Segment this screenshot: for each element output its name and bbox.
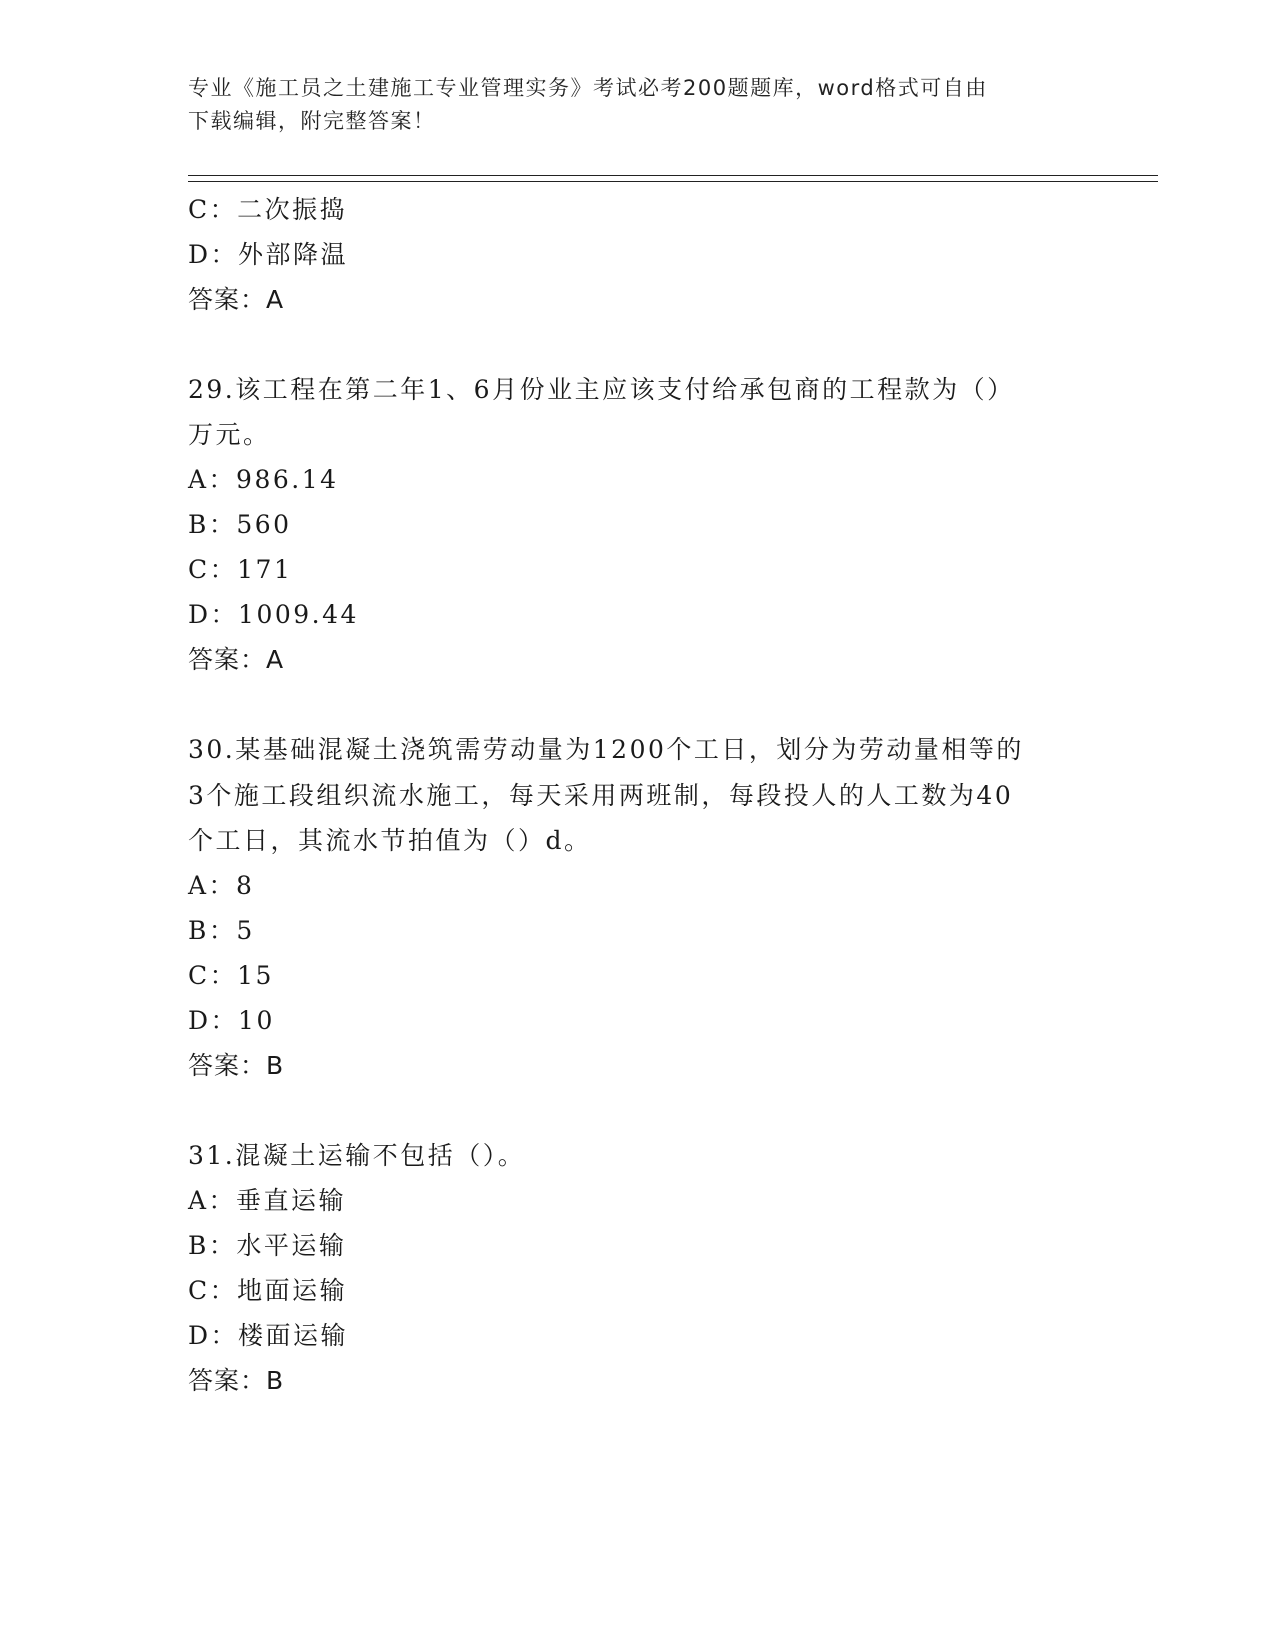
- q29-option-b: B：560: [188, 510, 292, 539]
- q30-option-d: D：10: [188, 1006, 275, 1035]
- header-line-2: 下载编辑，附完整答案！: [188, 109, 436, 133]
- q30-answer: 答案：B: [188, 1051, 285, 1080]
- q31-option-d: D：楼面运输: [188, 1321, 349, 1350]
- q30-stem-line-1: 30.某基础混凝土浇筑需劳动量为1200个工日，划分为劳动量相等的: [188, 735, 1024, 764]
- q31-option-a: A：垂直运输: [188, 1186, 347, 1215]
- q31-option-b: B：水平运输: [188, 1231, 347, 1260]
- header-divider-top: [188, 175, 1158, 176]
- q28-option-d: D：外部降温: [188, 240, 349, 269]
- q30-stem-line-3: 个工日，其流水节拍值为（）d。: [188, 826, 592, 855]
- q29-stem-line-2: 万元。: [188, 420, 271, 449]
- q30-option-c: C：15: [188, 961, 274, 990]
- q29-stem-line-1: 29.该工程在第二年1、6月份业主应该支付给承包商的工程款为（）: [188, 375, 1015, 404]
- q30-stem-line-2: 3个施工段组织流水施工，每天采用两班制，每段投人的人工数为40: [188, 781, 1014, 810]
- q29-option-c: C：171: [188, 555, 293, 584]
- header-divider-bottom: [188, 181, 1158, 182]
- q31-option-c: C：地面运输: [188, 1276, 348, 1305]
- header-line-1: 专业《施工员之土建施工专业管理实务》考试必考200题题库，word格式可自由: [188, 76, 988, 100]
- q30-option-b: B：5: [188, 916, 255, 945]
- q29-option-a: A：986.14: [188, 465, 339, 494]
- q31-answer: 答案：B: [188, 1366, 285, 1395]
- q29-answer: 答案：A: [188, 645, 285, 674]
- q30-option-a: A：8: [188, 871, 255, 900]
- q29-option-d: D：1009.44: [188, 600, 359, 629]
- q28-answer: 答案：A: [188, 285, 285, 314]
- document-header: [188, 72, 1068, 138]
- q28-option-c: C：二次振捣: [188, 195, 348, 224]
- q31-stem-line-1: 31.混凝土运输不包括（）。: [188, 1141, 526, 1170]
